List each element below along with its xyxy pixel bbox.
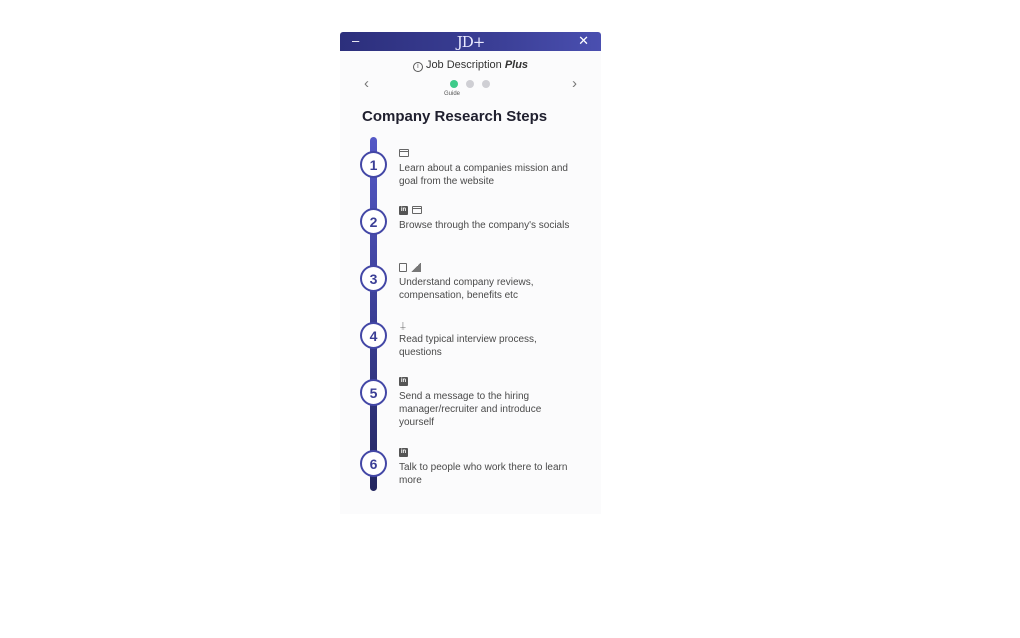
page-dot-1[interactable] xyxy=(450,80,458,88)
step-description: Talk to people who work there to learn more xyxy=(399,462,568,486)
signal-icon[interactable] xyxy=(411,263,421,272)
document-icon[interactable] xyxy=(399,263,407,272)
timeline-rail xyxy=(370,137,377,491)
browser-icon[interactable] xyxy=(399,149,409,157)
linkedin-icon[interactable]: in xyxy=(400,207,407,213)
page-title: Company Research Steps xyxy=(362,108,548,125)
next-page-button[interactable]: › xyxy=(572,75,577,92)
step-number: 5 xyxy=(360,379,387,406)
browser-icon[interactable] xyxy=(412,206,422,214)
step-number: 4 xyxy=(360,322,387,349)
page-caption: Guide xyxy=(444,91,461,97)
step-number: 2 xyxy=(360,208,387,235)
step-description: Send a message to the hiring manager/recruiter and introduce yourself xyxy=(399,391,542,428)
close-button[interactable]: ✕ xyxy=(578,33,589,48)
minimize-button[interactable]: – xyxy=(352,33,360,48)
linkedin-icon[interactable]: in xyxy=(400,378,407,384)
info-icon[interactable]: i xyxy=(413,62,423,72)
prev-page-button[interactable]: ‹ xyxy=(364,75,369,92)
step-description: Learn about a companies mission and goal from the website xyxy=(399,163,568,187)
microphone-icon[interactable]: ⍊ xyxy=(400,320,406,330)
page-dots xyxy=(450,80,490,88)
step-description: Understand company reviews, compensation, benefits etc xyxy=(399,277,534,301)
app-title-emphasis: Plus xyxy=(504,59,529,71)
page-dot-2[interactable] xyxy=(466,80,474,88)
step-number: 1 xyxy=(360,151,387,178)
page-dot-3[interactable] xyxy=(482,80,490,88)
step-description: Browse through the company's socials xyxy=(399,220,570,231)
extension-panel xyxy=(340,32,601,514)
app-title-prefix: Job Description xyxy=(425,59,505,71)
app-logo: JD+ xyxy=(456,33,485,51)
title-bar xyxy=(340,32,601,51)
step-number: 6 xyxy=(360,450,387,477)
step-description: Read typical interview process, questions xyxy=(399,334,537,358)
app-title xyxy=(340,59,601,72)
step-number: 3 xyxy=(360,265,387,292)
linkedin-icon[interactable]: in xyxy=(400,449,407,455)
